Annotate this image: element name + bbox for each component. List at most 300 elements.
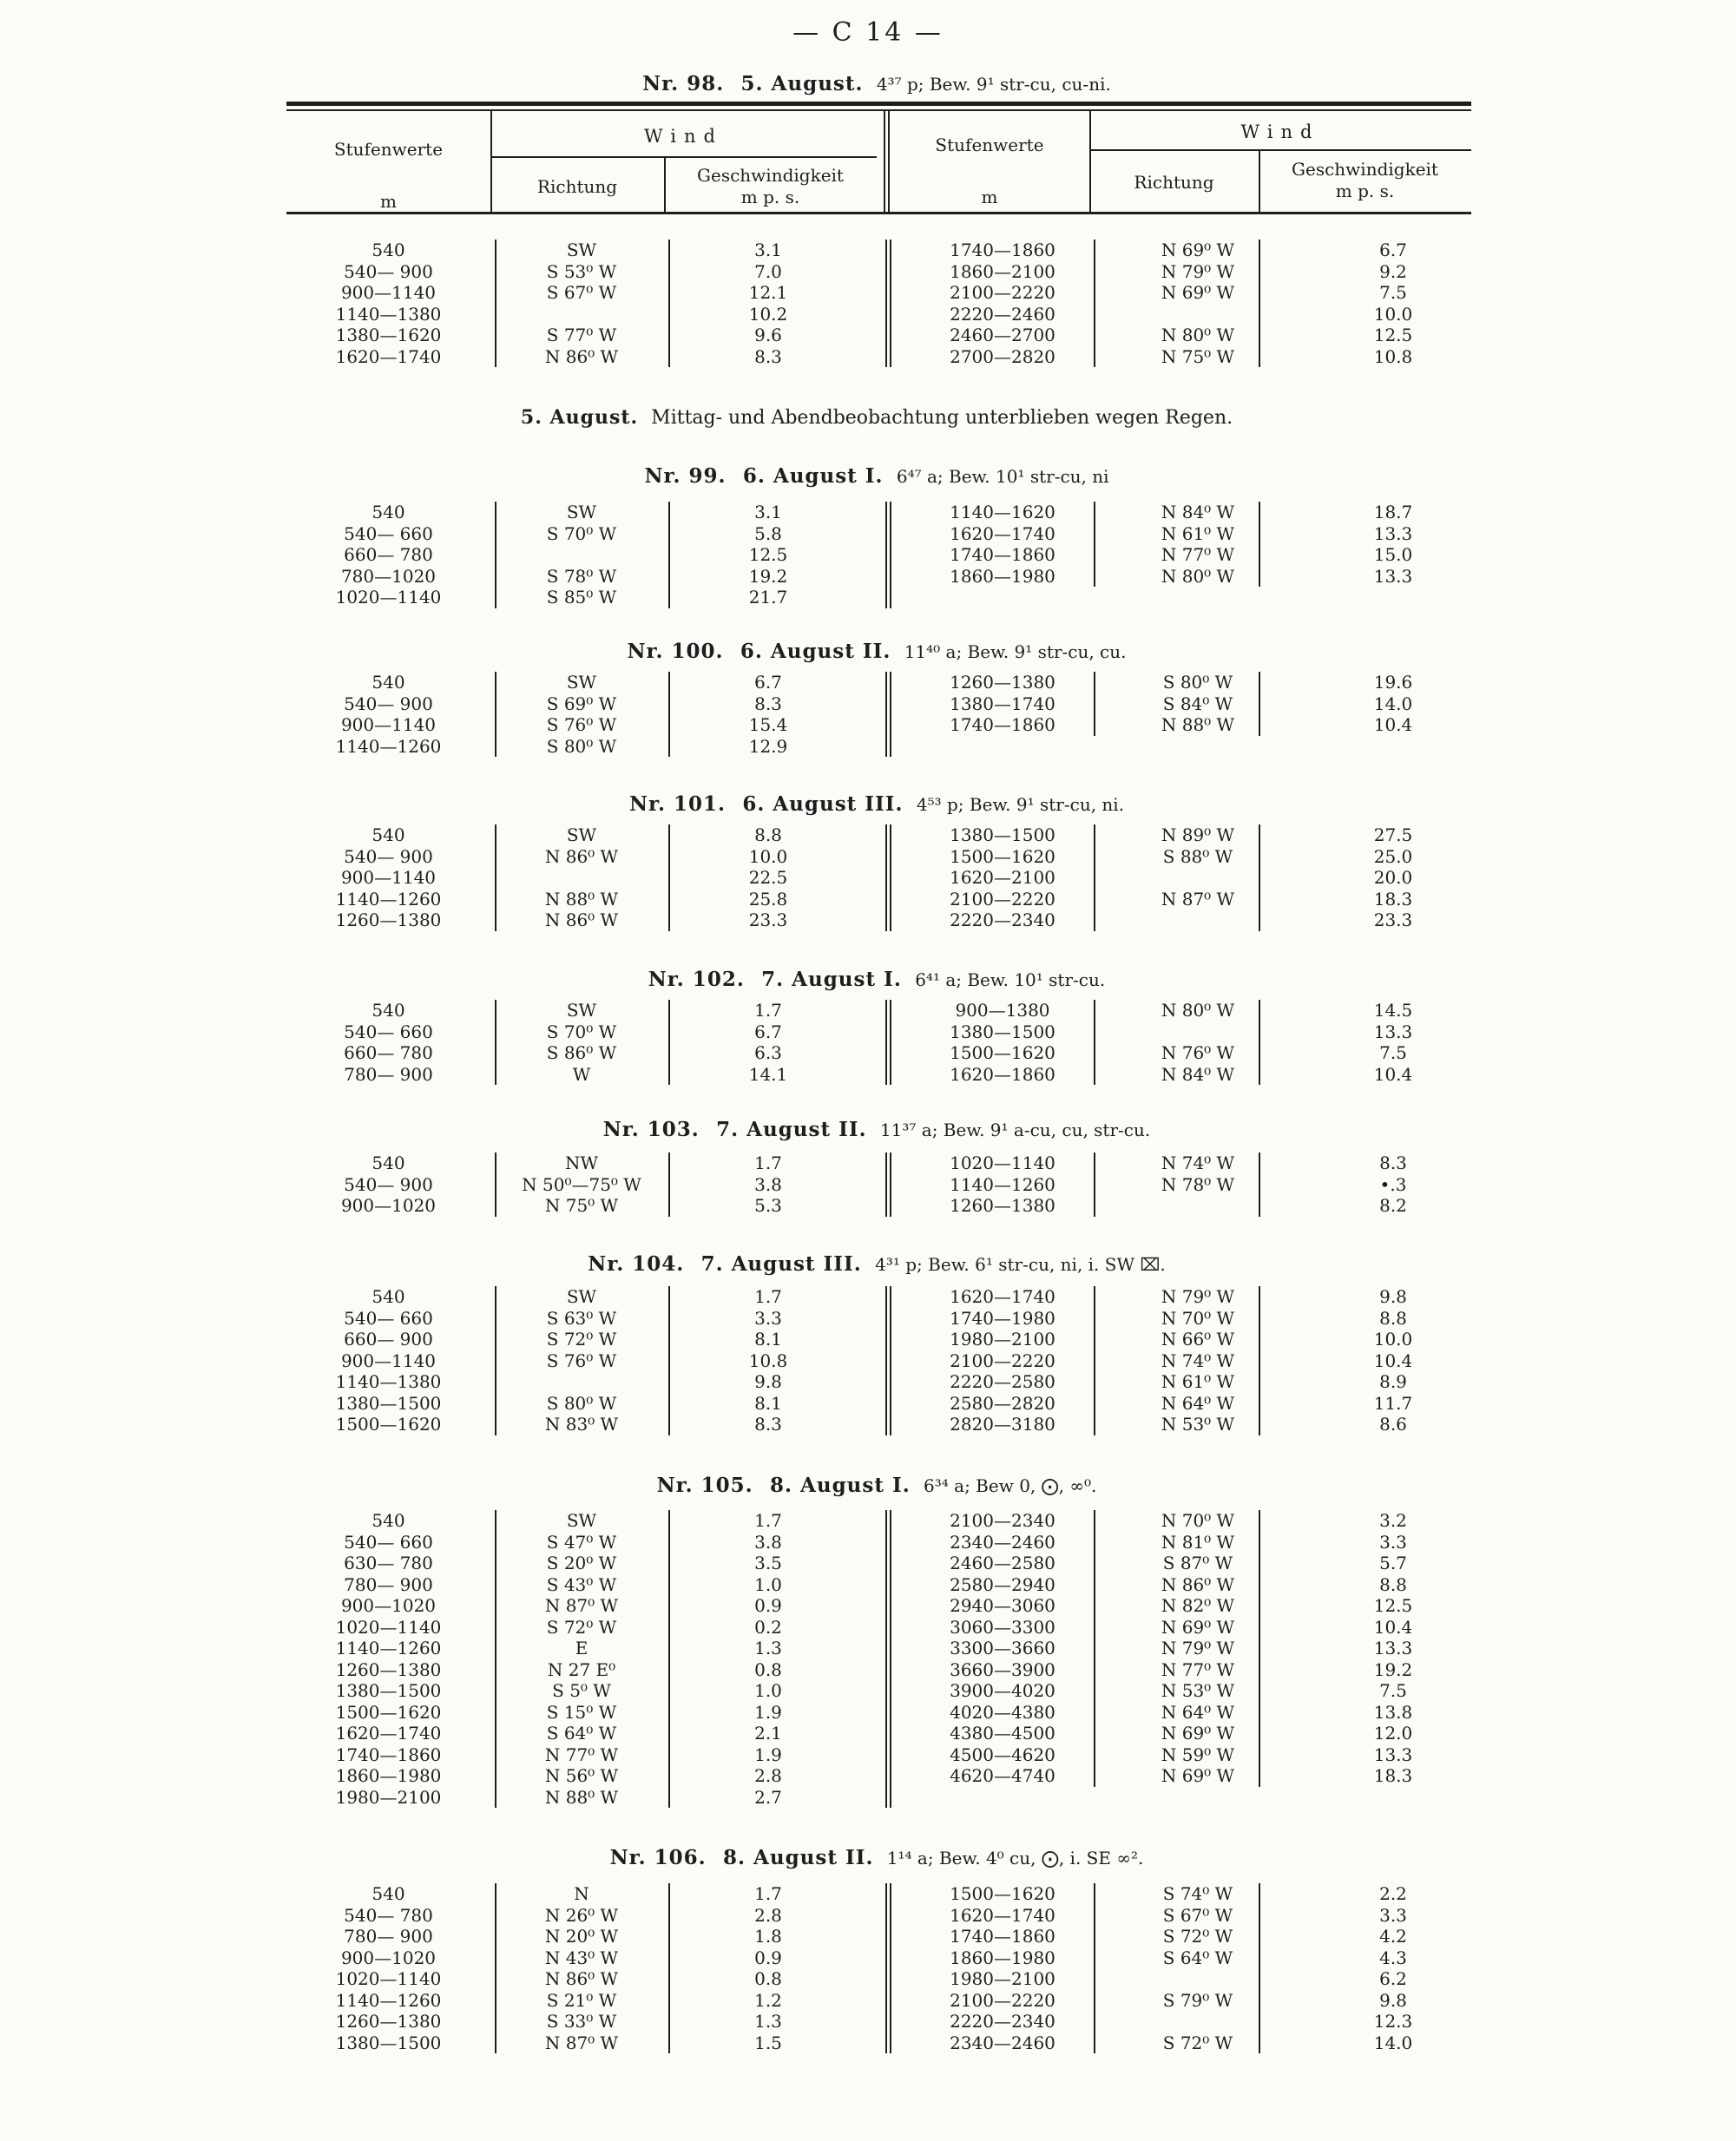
speed-cell: 12.1 <box>748 282 788 303</box>
altitude-cell: 1860—1980 <box>950 565 1055 587</box>
direction-cell: SW <box>566 240 597 260</box>
direction-cell: N 79⁰ W <box>1161 260 1235 282</box>
direction-cell: SW <box>566 1510 597 1531</box>
observation-block-100 <box>286 672 1471 757</box>
double-column-divider <box>885 1510 891 1808</box>
altitude-cell: 1140—1260 <box>335 735 442 757</box>
direction-cell: S 70⁰ W <box>546 522 617 544</box>
column-divider <box>668 240 670 367</box>
observation-meta: 1¹⁴ a; Bew. 4⁰ cu, ⨀, i. SE ∞². <box>886 1848 1144 1868</box>
altitude-cell: 1140—1260 <box>950 1173 1055 1195</box>
observation-block-102 <box>286 1000 1471 1085</box>
altitude-cell: 1380—1500 <box>335 1392 442 1414</box>
altitude-cell: 540 <box>372 240 405 260</box>
altitude-cell: 3660—3900 <box>950 1658 1055 1680</box>
altitude-cell: 1740—1860 <box>335 1744 442 1765</box>
direction-cell: S 64⁰ W <box>1162 1947 1233 1968</box>
altitude-header-right: Stufenwerte <box>935 135 1044 155</box>
speed-cell: 9.8 <box>1379 1989 1407 2011</box>
speed-cell: 8.3 <box>754 693 782 714</box>
direction-cell: N 77⁰ W <box>1161 1658 1235 1680</box>
column-divider <box>668 1153 670 1217</box>
altitude-cell: 1620—1740 <box>335 1723 442 1744</box>
observation-title-102 <box>286 968 1467 991</box>
note-date: 5. August. <box>520 406 639 429</box>
speed-cell: 1.3 <box>754 2011 782 2032</box>
column-divider <box>1094 1883 1095 2053</box>
direction-cell: S 80⁰ W <box>1162 672 1233 693</box>
direction-cell: S 88⁰ W <box>1162 845 1233 867</box>
direction-cell: S 5⁰ W <box>552 1680 611 1701</box>
speed-cell: 25.8 <box>748 888 788 910</box>
observation-date: 5. August. <box>740 72 864 95</box>
direction-cell: S 15⁰ W <box>546 1701 617 1723</box>
right-altitude-column <box>894 672 1111 736</box>
altitude-cell: 540 <box>372 502 405 522</box>
speed-cell: 9.8 <box>1379 1286 1407 1307</box>
direction-cell: N 79⁰ W <box>1161 1286 1235 1307</box>
direction-cell <box>1094 1195 1302 1217</box>
altitude-cell: 3060—3300 <box>950 1616 1055 1638</box>
altitude-cell: 2100—2220 <box>950 282 1055 303</box>
direction-cell: N 77⁰ W <box>544 1744 619 1765</box>
observation-meta: 6⁴⁷ a; Bew. 10¹ str-cu, ni <box>896 466 1109 487</box>
altitude-cell: 1740—1860 <box>950 240 1055 260</box>
right-altitude-column <box>894 1153 1111 1217</box>
altitude-cell: 1380—1500 <box>335 1680 442 1701</box>
altitude-cell: 1620—1740 <box>950 522 1055 544</box>
speed-cell: 12.9 <box>748 735 788 757</box>
column-divider <box>1094 502 1095 587</box>
altitude-cell: 2100—2220 <box>950 888 1055 910</box>
direction-cell: N 64⁰ W <box>1161 1701 1235 1723</box>
altitude-cell: 900—1140 <box>340 1350 437 1371</box>
altitude-unit-right: m <box>981 187 998 207</box>
wind-header: Wind <box>644 126 723 147</box>
observation-date: 6. August II. <box>740 640 891 663</box>
direction-header: Richtung <box>536 176 618 197</box>
speed-cell: 8.1 <box>754 1392 782 1414</box>
speed-cell: 0.8 <box>754 1658 782 1680</box>
speed-cell: 12.0 <box>1373 1723 1413 1744</box>
observation-block-99 <box>286 502 1471 608</box>
direction-cell: N 75⁰ W <box>544 1195 619 1216</box>
observation-title-103 <box>286 1118 1467 1141</box>
direction-cell: N 86⁰ W <box>544 845 619 867</box>
double-column-divider <box>885 672 891 757</box>
speed-cell: 2.8 <box>754 1904 782 1926</box>
wind-header-right: Wind <box>1240 121 1320 142</box>
column-divider <box>495 1153 496 1217</box>
altitude-cell: 1380—1620 <box>335 325 442 345</box>
observation-number: Nr. 106. <box>609 1846 707 1869</box>
left-speed-column <box>668 240 868 367</box>
observation-meta: 4³⁷ p; Bew. 9¹ str-cu, cu-ni. <box>876 74 1111 95</box>
speed-cell: 3.3 <box>1379 1904 1407 1926</box>
column-divider <box>668 1510 670 1808</box>
left-speed-column <box>668 1510 868 1808</box>
double-column-divider <box>885 240 891 367</box>
left-direction-column <box>495 824 668 931</box>
speed-cell: 6.7 <box>754 672 782 693</box>
speed-cell: 8.8 <box>754 824 782 845</box>
altitude-cell: 1260—1380 <box>950 1195 1055 1216</box>
speed-cell: 8.8 <box>1379 1573 1407 1595</box>
direction-cell: N 79⁰ W <box>1161 1638 1235 1658</box>
speed-cell: 1.2 <box>754 1989 782 2011</box>
altitude-cell: 1500—1620 <box>335 1701 442 1723</box>
altitude-cell: 4380—4500 <box>950 1723 1055 1744</box>
direction-cell: N 86⁰ W <box>544 345 619 367</box>
altitude-cell: 2700—2820 <box>950 345 1055 367</box>
direction-cell: N 69⁰ W <box>1161 282 1235 303</box>
speed-cell: 8.3 <box>754 1414 782 1435</box>
speed-cell: 1.5 <box>754 2032 782 2053</box>
altitude-cell: 1140—1260 <box>335 888 442 910</box>
direction-cell: N 69⁰ W <box>1161 1723 1235 1744</box>
direction-cell: S 69⁰ W <box>546 693 617 714</box>
direction-cell: S 67⁰ W <box>1162 1904 1233 1926</box>
header-double-divider <box>884 111 890 212</box>
direction-cell: N <box>574 1883 589 1904</box>
direction-cell: N 84⁰ W <box>1161 1063 1235 1085</box>
direction-cell: N 43⁰ W <box>544 1947 619 1968</box>
altitude-cell: 780— 900 <box>344 1063 433 1085</box>
direction-cell <box>495 1371 668 1393</box>
direction-cell: N 80⁰ W <box>1161 1000 1235 1021</box>
left-direction-column <box>495 1153 668 1217</box>
speed-cell: 1.0 <box>754 1573 782 1595</box>
speed-cell: 9.2 <box>1379 260 1407 282</box>
speed-cell: 6.7 <box>754 1021 782 1042</box>
column-divider <box>1259 1153 1260 1217</box>
altitude-cell: 1140—1260 <box>335 1989 442 2011</box>
speed-cell: 5.3 <box>754 1195 782 1216</box>
altitude-cell: 540— 660 <box>344 522 433 544</box>
direction-cell: N 80⁰ W <box>1161 325 1235 345</box>
altitude-cell: 4620—4740 <box>950 1765 1055 1786</box>
direction-cell: S 80⁰ W <box>546 1392 617 1414</box>
altitude-cell: 540 <box>372 1153 405 1173</box>
altitude-cell: 780— 900 <box>344 1926 433 1947</box>
direction-cell: S 72⁰ W <box>1162 1926 1233 1947</box>
left-speed-column <box>668 502 868 608</box>
direction-cell: N 70⁰ W <box>1161 1307 1235 1329</box>
direction-cell: SW <box>566 1000 597 1021</box>
altitude-cell: 540— 900 <box>344 693 433 714</box>
direction-cell: N 76⁰ W <box>1161 1042 1235 1063</box>
speed-cell: 14.0 <box>1373 2032 1413 2053</box>
speed-cell: 0.8 <box>754 1968 782 1989</box>
column-divider <box>1259 502 1260 587</box>
direction-cell: N 64⁰ W <box>1161 1392 1235 1414</box>
altitude-cell: 1740—1860 <box>950 544 1055 565</box>
speed-cell: 7.5 <box>1379 1042 1407 1063</box>
direction-cell: S 86⁰ W <box>546 1042 617 1063</box>
altitude-cell: 660— 780 <box>344 1042 433 1063</box>
direction-cell: N 77⁰ W <box>1161 544 1235 565</box>
observation-title-104 <box>286 1252 1467 1276</box>
observation-block-106 <box>286 1883 1471 2053</box>
speed-cell: 2.7 <box>754 1786 782 1808</box>
left-speed-column <box>668 1000 868 1085</box>
direction-cell: NW <box>564 1153 599 1173</box>
direction-cell: N 82⁰ W <box>1161 1595 1235 1616</box>
altitude-cell: 1020—1140 <box>950 1153 1055 1173</box>
altitude-cell: 2580—2940 <box>950 1573 1055 1595</box>
altitude-cell: 2580—2820 <box>950 1392 1055 1414</box>
speed-cell: 13.3 <box>1373 1744 1413 1765</box>
wind-header-rule-left <box>490 156 877 158</box>
observation-block-104 <box>286 1286 1471 1435</box>
direction-cell: S 76⁰ W <box>546 1350 617 1371</box>
speed-cell: 8.9 <box>1379 1371 1407 1392</box>
altitude-cell: 780—1020 <box>340 565 437 587</box>
altitude-header: Stufenwerte <box>333 139 444 160</box>
wind-header-rule-right <box>1089 149 1471 151</box>
direction-cell: S 84⁰ W <box>1162 693 1233 714</box>
right-speed-column <box>1293 1286 1493 1435</box>
column-divider <box>1094 240 1095 367</box>
altitude-cell: 1140—1380 <box>335 303 442 325</box>
direction-cell <box>1094 1968 1302 1990</box>
observation-number: Nr. 98. <box>642 72 725 95</box>
direction-cell <box>1094 867 1302 889</box>
left-direction-column <box>495 1286 668 1435</box>
left-altitude-column <box>286 1510 490 1808</box>
column-divider <box>1259 672 1260 736</box>
direction-cell: S 20⁰ W <box>546 1553 617 1573</box>
altitude-cell: 1620—1740 <box>950 1904 1055 1926</box>
column-divider <box>1259 1000 1260 1085</box>
direction-cell <box>495 304 668 325</box>
left-speed-column <box>668 672 868 757</box>
speed-cell: 8.3 <box>754 345 782 367</box>
direction-cell: N 59⁰ W <box>1161 1744 1235 1765</box>
double-column-divider <box>885 1000 891 1085</box>
speed-cell: 5.7 <box>1379 1553 1407 1573</box>
altitude-cell: 1380—1740 <box>950 693 1055 714</box>
altitude-cell: 2940—3060 <box>950 1595 1055 1616</box>
altitude-cell: 1140—1260 <box>335 1638 442 1658</box>
double-column-divider <box>885 1286 891 1435</box>
direction-cell: S 47⁰ W <box>546 1531 617 1553</box>
right-altitude-column <box>894 1286 1111 1435</box>
speed-cell: 6.2 <box>1379 1968 1407 1989</box>
left-speed-column <box>668 1286 868 1435</box>
direction-cell: S 67⁰ W <box>546 282 617 303</box>
column-divider <box>1094 672 1095 736</box>
right-speed-column <box>1293 824 1493 931</box>
observation-title-105 <box>286 1474 1467 1497</box>
speed-cell: 10.0 <box>748 845 788 867</box>
header-top-rule <box>286 102 1471 106</box>
speed-cell: 1.7 <box>754 1153 782 1173</box>
direction-cell <box>1094 1021 1302 1043</box>
direction-cell: S 64⁰ W <box>546 1723 617 1744</box>
speed-cell: 3.8 <box>754 1173 782 1195</box>
speed-unit-header: m p. s. <box>740 187 800 207</box>
direction-header-right: Richtung <box>1134 172 1214 193</box>
double-column-divider <box>885 1883 891 2053</box>
direction-cell: N 53⁰ W <box>1161 1680 1235 1701</box>
column-divider <box>1259 240 1260 367</box>
right-speed-column <box>1293 1000 1493 1085</box>
altitude-cell: 900—1140 <box>340 282 437 303</box>
header-top-rule-thin <box>286 109 1471 111</box>
altitude-cell: 1500—1620 <box>950 1883 1055 1904</box>
observation-date: 7. August II. <box>716 1118 867 1141</box>
altitude-cell: 1860—1980 <box>335 1765 442 1786</box>
altitude-cell: 1500—1620 <box>950 845 1055 867</box>
column-divider <box>1259 1286 1260 1435</box>
speed-cell: 10.8 <box>1373 345 1413 367</box>
column-divider <box>1094 1286 1095 1435</box>
observation-title-98 <box>286 72 1467 95</box>
left-altitude-column <box>286 824 490 931</box>
altitude-cell: 2100—2220 <box>950 1350 1055 1371</box>
speed-cell: 19.2 <box>748 565 788 587</box>
altitude-cell: 1260—1380 <box>950 672 1055 693</box>
column-divider <box>495 1000 496 1085</box>
right-direction-column <box>1094 1153 1302 1217</box>
observation-block-101 <box>286 824 1471 931</box>
altitude-cell: 3300—3660 <box>950 1638 1055 1658</box>
observation-number: Nr. 102. <box>648 968 745 991</box>
altitude-cell: 1620—1740 <box>950 1286 1055 1307</box>
speed-cell: 3.3 <box>1379 1531 1407 1553</box>
altitude-cell: 540— 660 <box>344 1531 433 1553</box>
observation-title-106 <box>286 1846 1467 1869</box>
observation-meta: 11³⁷ a; Bew. 9¹ a-cu, cu, str-cu. <box>879 1120 1151 1140</box>
speed-cell: 0.9 <box>754 1947 782 1968</box>
speed-cell: 1.0 <box>754 1680 782 1701</box>
header-bottom-rule <box>286 212 1471 214</box>
left-direction-column <box>495 1510 668 1808</box>
right-direction-column <box>1094 1000 1302 1085</box>
altitude-cell: 900—1140 <box>340 867 437 888</box>
speed-cell: 8.2 <box>1379 1195 1407 1216</box>
right-altitude-column <box>894 502 1111 587</box>
altitude-cell: 4500—4620 <box>950 1744 1055 1765</box>
direction-cell: N 27 E⁰ <box>547 1658 616 1680</box>
direction-cell: S 70⁰ W <box>546 1021 617 1042</box>
speed-cell: 1.9 <box>754 1744 782 1765</box>
altitude-cell: 1980—2100 <box>950 1329 1055 1350</box>
altitude-cell: 900—1380 <box>955 1000 1050 1021</box>
page-number: — C 14 — <box>792 17 944 48</box>
altitude-cell: 1500—1620 <box>335 1414 442 1435</box>
direction-cell: S 43⁰ W <box>546 1573 617 1595</box>
speed-cell: 10.4 <box>1373 1350 1413 1371</box>
altitude-cell: 2220—2340 <box>950 910 1055 930</box>
speed-header: Geschwindigkeit <box>697 165 844 186</box>
altitude-unit: m <box>380 191 397 212</box>
altitude-cell: 2340—2460 <box>950 1531 1055 1553</box>
left-direction-column <box>495 502 668 608</box>
speed-cell: 10.4 <box>1373 1063 1413 1085</box>
speed-cell: 23.3 <box>1373 910 1413 930</box>
column-divider <box>1259 1510 1260 1787</box>
column-divider <box>495 1510 496 1808</box>
speed-cell: 18.7 <box>1373 502 1413 522</box>
altitude-cell: 1860—2100 <box>950 260 1055 282</box>
right-speed-column <box>1293 502 1493 587</box>
left-altitude-column <box>286 1000 490 1085</box>
speed-cell: 6.3 <box>754 1042 782 1063</box>
left-direction-column <box>495 240 668 367</box>
direction-cell: N 88⁰ W <box>544 1786 619 1808</box>
right-speed-column <box>1293 672 1493 736</box>
direction-cell: N 83⁰ W <box>544 1414 619 1435</box>
speed-cell: 13.3 <box>1373 522 1413 544</box>
observation-block-105 <box>286 1510 1471 1808</box>
direction-cell: N 70⁰ W <box>1161 1510 1235 1531</box>
speed-cell: 3.2 <box>1379 1510 1407 1531</box>
double-column-divider <box>885 824 891 931</box>
direction-cell: S 78⁰ W <box>546 565 617 587</box>
speed-cell: 7.5 <box>1379 1680 1407 1701</box>
direction-cell: W <box>572 1063 591 1085</box>
altitude-cell: 1020—1140 <box>335 1968 442 1989</box>
observation-date: 6. August III. <box>742 792 904 816</box>
direction-cell: S 85⁰ W <box>546 587 617 607</box>
right-speed-column <box>1293 240 1493 367</box>
speed-cell: 14.0 <box>1373 693 1413 714</box>
direction-cell: S 80⁰ W <box>546 735 617 757</box>
direction-cell: N 74⁰ W <box>1161 1153 1235 1173</box>
column-divider <box>495 824 496 931</box>
speed-cell: 21.7 <box>748 587 788 607</box>
direction-cell: N 56⁰ W <box>544 1765 619 1786</box>
speed-cell: 3.1 <box>754 502 782 522</box>
observation-date: 8. August I. <box>769 1474 911 1497</box>
observation-date: 6. August I. <box>742 464 884 488</box>
speed-cell: 6.7 <box>1379 240 1407 260</box>
speed-cell: 15.0 <box>1373 544 1413 565</box>
speed-cell: 12.5 <box>748 544 788 565</box>
direction-cell <box>1094 2011 1302 2033</box>
speed-cell: 12.5 <box>1373 325 1413 345</box>
altitude-cell: 540 <box>372 824 405 845</box>
observation-block-98 <box>286 240 1471 367</box>
speed-cell: 1.7 <box>754 1000 782 1021</box>
left-altitude-column <box>286 1153 490 1217</box>
altitude-cell: 540 <box>372 1000 405 1021</box>
speed-cell: 8.8 <box>1379 1307 1407 1329</box>
speed-header-right: Geschwindigkeit <box>1292 159 1438 180</box>
observation-number: Nr. 100. <box>627 640 724 663</box>
observation-meta: 6⁴¹ a; Bew. 10¹ str-cu. <box>915 969 1106 990</box>
speed-cell: 10.2 <box>748 303 788 325</box>
altitude-cell: 1980—2100 <box>950 1968 1055 1989</box>
speed-cell: 8.1 <box>754 1329 782 1350</box>
column-divider <box>668 1286 670 1435</box>
speed-cell: 13.3 <box>1373 1638 1413 1658</box>
altitude-cell: 1380—1500 <box>950 824 1055 845</box>
right-altitude-column <box>894 240 1111 367</box>
direction-cell: N 88⁰ W <box>544 888 619 910</box>
speed-cell: 4.3 <box>1379 1947 1407 1968</box>
left-altitude-column <box>286 672 490 757</box>
direction-cell: N 50⁰—75⁰ W <box>522 1173 641 1195</box>
direction-cell: N 75⁰ W <box>1161 345 1235 367</box>
altitude-cell: 540— 660 <box>344 1307 433 1329</box>
altitude-cell: 2820—3180 <box>950 1414 1055 1435</box>
speed-cell: 1.3 <box>754 1638 782 1658</box>
right-direction-column <box>1094 824 1302 931</box>
altitude-cell: 1500—1620 <box>950 1042 1055 1063</box>
